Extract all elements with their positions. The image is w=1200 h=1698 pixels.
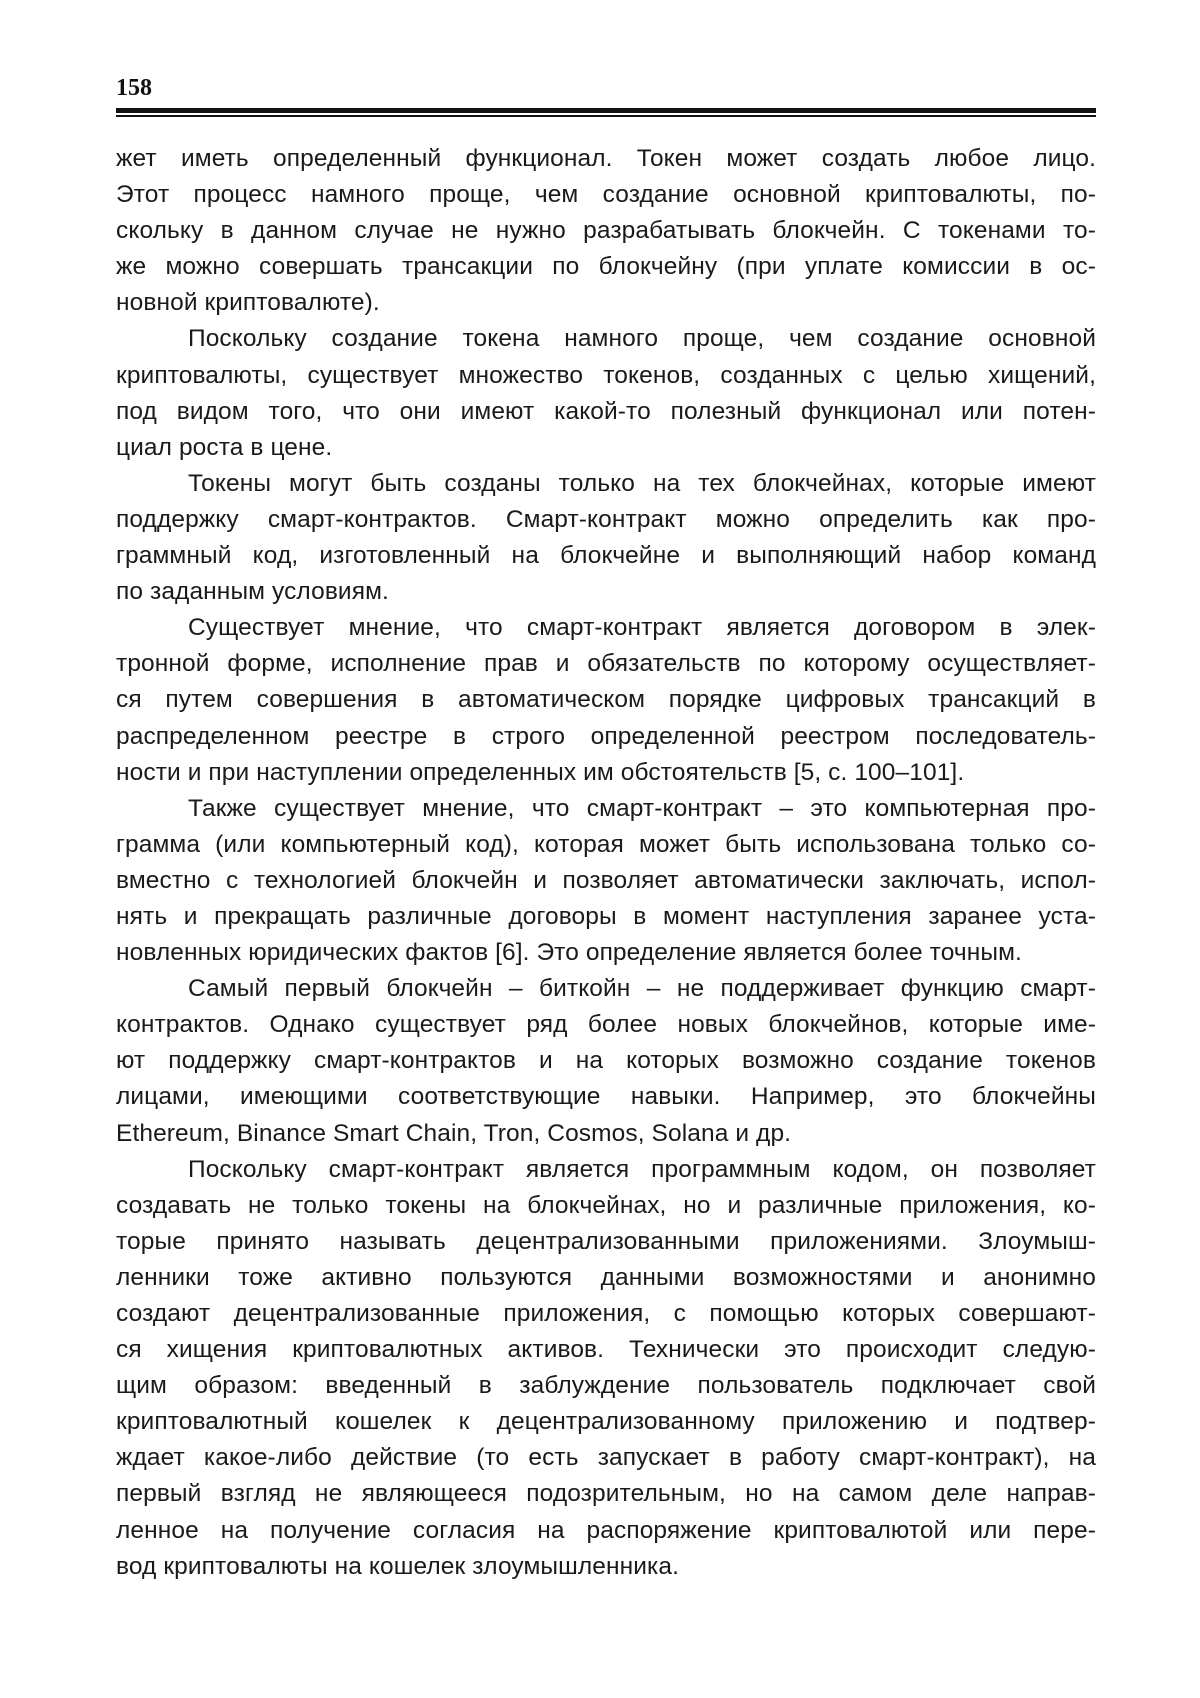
text-line: первый взгляд не являющееся подозрительным, но на самом деле направ- <box>116 1480 1096 1508</box>
text-line: криптовалютный кошелек к децентрализованному приложению и подтвер- <box>116 1408 1096 1436</box>
page-header <box>116 74 1096 102</box>
paragraph <box>116 971 1096 1151</box>
text-line: ся путем совершения в автоматическом порядке цифровых трансакций в <box>116 686 1096 714</box>
paragraph <box>116 321 1096 465</box>
text-line: же можно совершать трансакции по блокчейну (при уплате комиссии в ос- <box>116 253 1096 281</box>
text-line: новленных юридических фактов [6]. Это определение является более точным. <box>116 939 1022 967</box>
text-line: нять и прекращать различные договоры в момент наступления заранее уста- <box>116 902 1096 930</box>
paragraph <box>116 1152 1096 1585</box>
text-line: жет иметь определенный функционал. Токен может создать любое лицо. <box>116 145 1096 172</box>
paragraph <box>116 610 1096 790</box>
header-rule-thin <box>116 115 1096 117</box>
header-rule-thick <box>116 108 1096 113</box>
text-line: лицами, имеющими соответствующие навыки. Например, это блокчейны <box>116 1083 1096 1111</box>
text-line: ленное на получение согласия на распоряжение криптовалютой или пере- <box>116 1516 1096 1544</box>
page-number: 158 <box>116 75 152 101</box>
text-line: ют поддержку смарт-контрактов и на которых возможно создание токенов <box>116 1047 1096 1075</box>
text-line: новной криптовалюте). <box>116 289 380 317</box>
text-line: распределенном реестре в строго определенной реестром последователь- <box>116 722 1096 750</box>
text-line: ленники тоже активно пользуются данными возможностями и анонимно <box>116 1263 1096 1291</box>
text-line: ности и при наступлении определенных им обстоятельств [5, с. 100–101]. <box>116 758 965 786</box>
text-line: Поскольку создание токена намного проще, чем создание основной <box>188 325 1096 353</box>
text-line: циал роста в цене. <box>116 433 333 461</box>
text-line: вместно с технологией блокчейн и позволяет автоматически заключать, испол- <box>116 866 1096 894</box>
paragraph <box>116 141 1096 321</box>
text-line: Самый первый блокчейн – биткойн – не поддерживает функцию смарт- <box>188 975 1096 1003</box>
text-line: создают децентрализованные приложения, с помощью которых совершают- <box>116 1300 1096 1327</box>
text-line: поддержку смарт-контрактов. Смарт-контракт можно определить как про- <box>116 505 1096 533</box>
text-line: грамма (или компьютерный код), которая может быть использована только со- <box>116 830 1096 858</box>
text-line: создавать не только токены на блокчейнах, но и различные приложения, ко- <box>116 1191 1096 1219</box>
text-line: торые принято называть децентрализованными приложениями. Злоумыш- <box>116 1227 1096 1255</box>
text-line: граммный код, изготовленный на блокчейне и выполняющий набор команд <box>116 542 1096 570</box>
paragraph <box>116 466 1096 610</box>
text-line: ждает какое-либо действие (то есть запускает в работу смарт-контракт), на <box>116 1444 1096 1472</box>
text-line: Токены могут быть созданы только на тех блокчейнах, которые имеют <box>188 469 1096 497</box>
text-line: криптовалюты, существует множество токенов, созданных с целью хищений, <box>116 361 1096 389</box>
text-line: Существует мнение, что смарт-контракт является договором в элек- <box>188 614 1096 642</box>
text-line: тронной форме, исполнение прав и обязательств по которому осуществляет- <box>116 650 1096 678</box>
text-line: Также существует мнение, что смарт-контракт – это компьютерная про- <box>188 794 1096 822</box>
text-line: Ethereum, Binance Smart Chain, Tron, Cosmos, Solana и др. <box>116 1119 792 1147</box>
text-line: скольку в данном случае не нужно разрабатывать блокчейн. С токенами то- <box>116 217 1096 245</box>
text-line: контрактов. Однако существует ряд более новых блокчейнов, которые име- <box>116 1011 1096 1039</box>
text-line: Этот процесс намного проще, чем создание основной криптовалюты, по- <box>116 181 1096 209</box>
text-line: по заданным условиям. <box>116 578 389 606</box>
text-line: Поскольку смарт-контракт является программным кодом, он позволяет <box>188 1155 1096 1183</box>
text-line: под видом того, что они имеют какой-то полезный функционал или потен- <box>116 397 1096 425</box>
text-line: щим образом: введенный в заблуждение пользователь подключает свой <box>116 1372 1096 1400</box>
text-line: вод криптовалюты на кошелек злоумышленника. <box>116 1552 680 1580</box>
body-text <box>116 141 1096 1585</box>
text-line: ся хищения криптовалютных активов. Технически это происходит следую- <box>116 1336 1096 1364</box>
paragraph <box>116 791 1096 971</box>
